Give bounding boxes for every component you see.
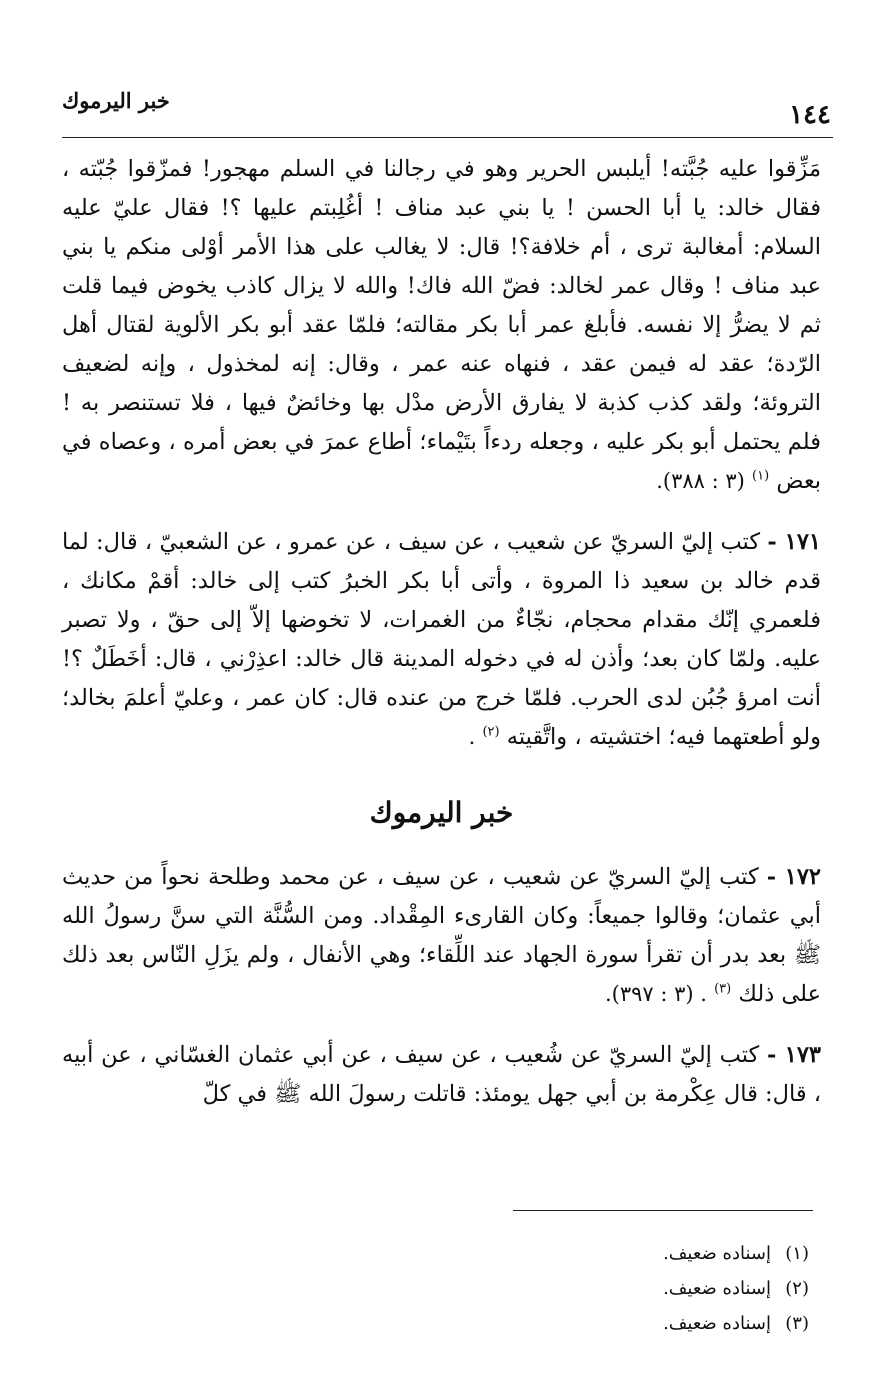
footnote-mark: (١) xyxy=(752,468,770,484)
footnote-number: (١) xyxy=(785,1243,809,1264)
paragraph-173 xyxy=(62,1036,821,1114)
section-heading: خبر اليرموك xyxy=(369,796,514,829)
paragraph-172 xyxy=(62,858,821,1014)
footnote-text: إسناده ضعيف. xyxy=(663,1243,771,1264)
footnote-3 xyxy=(663,1306,809,1341)
footnote-text: إسناده ضعيف. xyxy=(663,1313,771,1334)
paragraph-171 xyxy=(62,523,821,757)
footnote-number: (٣) xyxy=(785,1313,809,1334)
running-title: خبر اليرموك xyxy=(62,88,170,113)
footnote-mark: (٢) xyxy=(482,724,500,740)
footnote-1 xyxy=(663,1236,809,1271)
paragraph-number: ١٧١ - xyxy=(767,529,821,555)
paragraph-continued xyxy=(62,150,821,501)
paragraph-text: كتب إليّ السريّ عن شعيب ، عن سيف ، عن محمد وطلحة نحواً من حديث أبي عثمان؛ وقالوا جميعاً: وكان القارىء المِقْداد. ومن السُّنَّة التي سنَّ رسولُ الله ﷺ بعد بدر أن تقرأ سورة الجهاد عند اللِّقاء؛ وهي الأنفال ، ولم يزَلِ النّاس بعد ذلك على ذلك xyxy=(62,864,821,1007)
footnote-rule xyxy=(513,1210,813,1211)
reference: . (٣ : ٣٩٧). xyxy=(604,982,707,1006)
reference: (٣ : ٣٨٨). xyxy=(656,469,745,493)
header-rule xyxy=(62,137,833,138)
footnote-text: إسناده ضعيف. xyxy=(663,1278,771,1299)
paragraph-text: كتب إليّ السريّ عن شُعيب ، عن سيف ، عن أبي عثمان الغسّاني ، عن أبيه ، قال: قال عِكْرمة بن أبي جهل يومئذ: قاتلت رسولَ الله ﷺ في كلّ xyxy=(62,1042,821,1107)
paragraph-text: كتب إليّ السريّ عن شعيب ، عن سيف ، عن عمرو ، عن الشعبيّ ، قال: لما قدم خالد بن سعيد ذا المروة ، وأتى أبا بكر الخبرُ كتب إلى خالد: أقمْ مكانك ، فلعمري إنّك مقدام محجام، نجّاءٌ من الغمرات، لا تخوضها إلاّ إلى حقّ ، ولا تصبر عليه. ولمّا كان بعد؛ وأذن له في دخوله المدينة قال خالد: اعذِرْني ، قال: أخَطَلٌ ؟! أنت امرؤ جُبُن لدى الحرب. فلمّا خرج من عنده قال: كان عمر ، وعليّ أعلمَ بخالد؛ ولو أطعتهما فيه؛ اختشيته ، واتَّقيته xyxy=(62,529,821,750)
reference: . xyxy=(468,725,476,749)
page-number: ١٤٤ xyxy=(789,100,831,130)
main-text xyxy=(62,150,821,1136)
footnotes xyxy=(663,1236,809,1341)
footnote-number: (٢) xyxy=(785,1278,809,1299)
paragraph-number: ١٧٢ - xyxy=(766,864,821,890)
footnote-mark: (٣) xyxy=(714,981,732,997)
paragraph-text: مَزِّقوا عليه جُبَّته! أيلبس الحرير وهو في رجالنا في السلم مهجور! فمزّقوا جُبّته ، فقال خالد: يا أبا الحسن ! يا بني عبد مناف ! أغُلِبتم عليها ؟! فقال عليّ عليه السلام: أمغالبة ترى ، أم خلافة؟! قال: لا يغالب على هذا الأمر أوْلى منكم يا بني عبد مناف ! وقال عمر لخالد: فضّ الله فاك! والله لا يزال كاذب يخوض فيما قلت ثم لا يضرُّ إلا نفسه. فأبلغ عمر أبا بكر مقالته؛ فلمّا عقد أبو بكر الألوية لقتال أهل الرّدة؛ عقد له فيمن عقد ، فنهاه عنه عمر ، وقال: إنه لمخذول ، وإنه لضعيف التروئة؛ ولقد كذب كذبة لا يفارق الأرض مدْل بها وخائضٌ فيها ، فلا تستنصر به ! فلم يحتمل أبو بكر عليه ، وجعله ردءاً بتَيْماء؛ أطاع عمرَ في بعض أمره ، وعصاه في بعض xyxy=(62,156,821,494)
footnote-2 xyxy=(663,1271,809,1306)
paragraph-number: ١٧٣ - xyxy=(766,1042,821,1068)
